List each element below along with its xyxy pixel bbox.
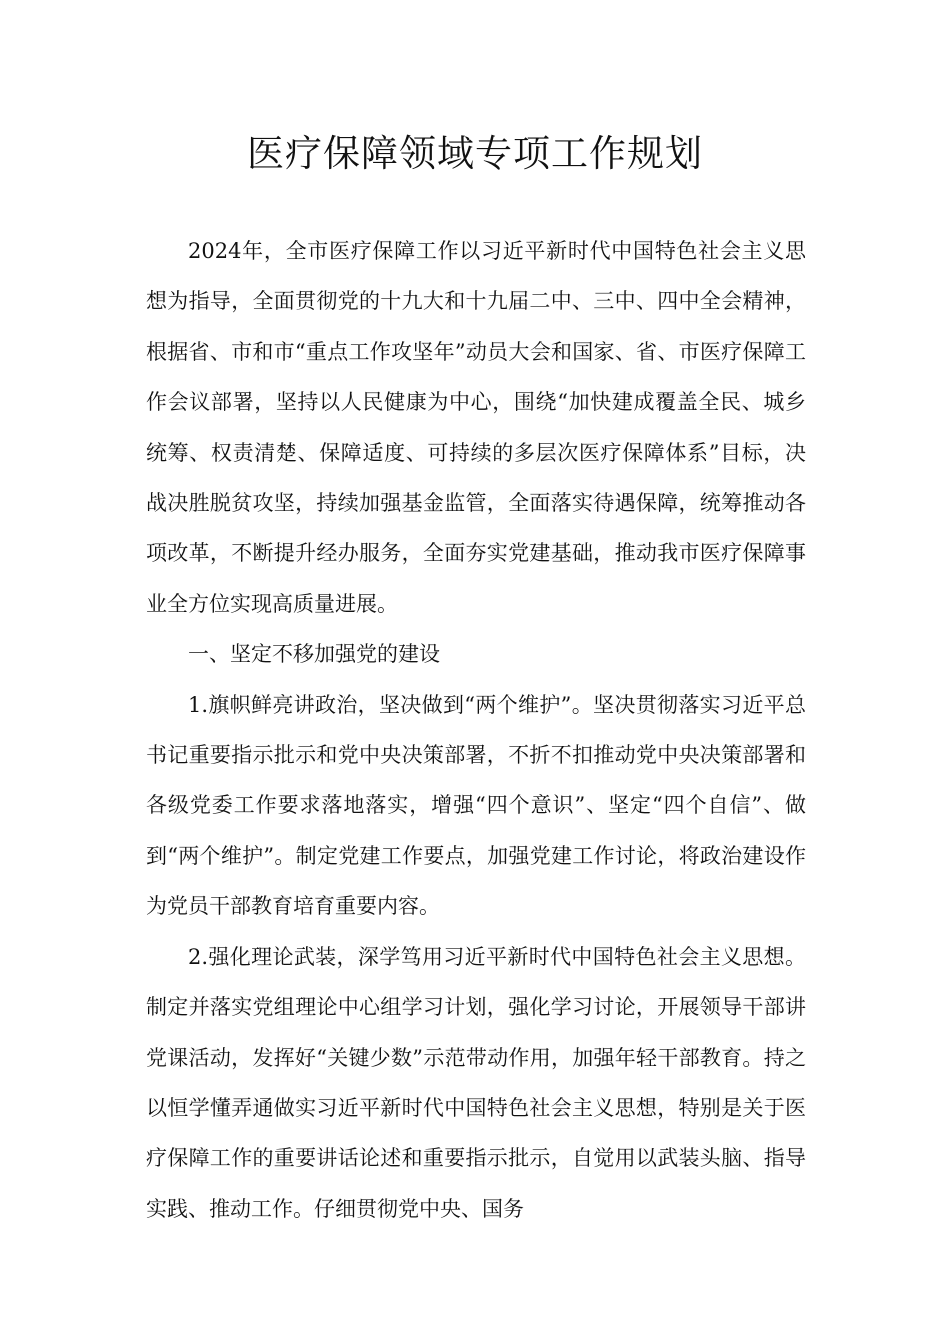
document-title: 医疗保障领域专项工作规划 (247, 132, 703, 175)
paragraph-intro: 2024年，全市医疗保障工作以习近平新时代中国特色社会主义思想为指导，全面贯彻党的十九大和十九届二中、三中、四中全会精神，根据省、市和市“重点工作攻坚年”动员大会和国家、省、市医疗保障工作会议部署，坚持以人民健康为中心，围绕“加快建成覆盖全民、城乡统筹、权责清楚、保障适度、可持续的多层次医疗保障体系”目标，决战决胜脱贫攻坚，持续加强基金监管，全面落实待遇保障，统筹推动各项改革，不断提升经办服务，全面夯实党建基础，推动我市医疗保障事业全方位实现高质量进展。 (146, 239, 806, 616)
paragraph-item-2: 2.强化理论武装，深学笃用习近平新时代中国特色社会主义思想。制定并落实党组理论中心组学习计划，强化学习讨论，开展领导干部讲党课活动，发挥好“关键少数”示范带动作用，加强年轻干部教育。持之以恒学懂弄通做实习近平新时代中国特色社会主义思想，特别是关于医疗保障工作的重要讲话论述和重要指示批示，自觉用以武装头脑、指导实践、推动工作。仔细贯彻党中央、国务 (146, 944, 806, 1221)
section-heading-party-building: 一、坚定不移加强党的建设 (188, 642, 440, 667)
paragraph-item-1: 1.旗帜鲜亮讲政治，坚决做到“两个维护”。坚决贯彻落实习近平总书记重要指示批示和党中央决策部署，不折不扣推动党中央决策部署和各级党委工作要求落地落实，增强“四个意识”、坚定“四个自信”、做到“两个维护”。制定党建工作要点，加强党建工作讨论，将政治建设作为党员干部教育培育重要内容。 (146, 692, 806, 919)
document-body (146, 226, 806, 1234)
